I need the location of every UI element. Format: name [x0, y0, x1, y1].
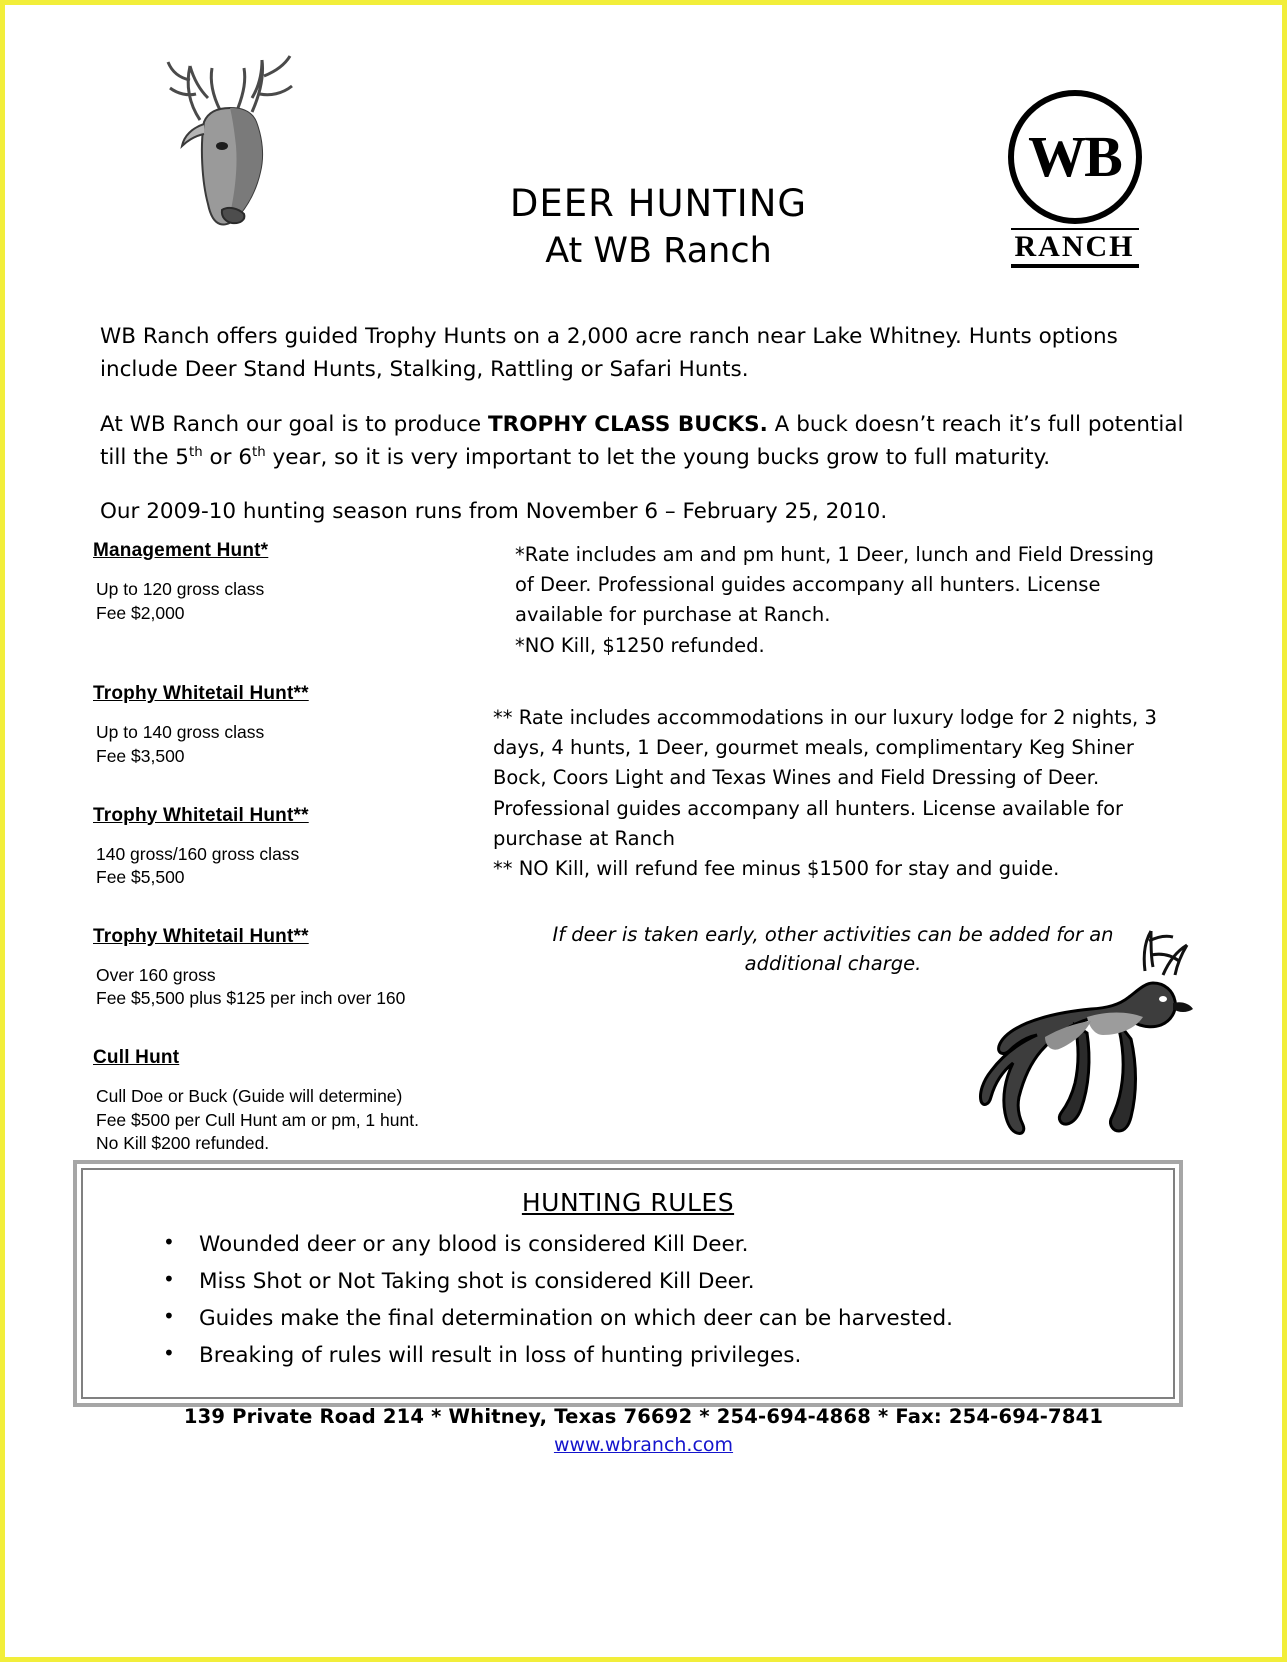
note-double-star-refund: ** NO Kill, will refund fee minus $1500 for stay and guide.	[493, 856, 1060, 880]
package-detail-fee: Fee $5,500 plus $125 per inch over 160	[96, 988, 406, 1009]
title-primary: DEER HUNTING	[509, 182, 808, 225]
package-detail-fee: Fee $5,500	[96, 867, 185, 888]
logo-circle	[1008, 90, 1142, 224]
trophy-class-bucks-emphasis: TROPHY CLASS BUCKS.	[487, 411, 768, 437]
title-secondary: At WB Ranch	[545, 230, 772, 271]
package-title: Trophy Whitetail Hunt**	[93, 683, 309, 705]
hunting-rules-list	[103, 1227, 1153, 1375]
intro-text	[100, 320, 1190, 550]
list-item: • Wounded deer or any blood is considered Kill Deer.	[163, 1227, 1153, 1264]
intro-p2-part-d: year, so it is very important to let the young bucks grow to full maturity.	[265, 444, 1051, 470]
running-deer-icon	[967, 925, 1202, 1155]
package-detail-fee: Fee $2,000	[96, 602, 185, 623]
package-detail-fee: Fee $3,500	[96, 745, 185, 766]
note-single-star-refund: *NO Kill, $1250 refunded.	[515, 633, 765, 657]
intro-paragraph-2	[100, 408, 1190, 475]
note-single-star	[493, 540, 1173, 661]
footer	[5, 1405, 1282, 1456]
package-list	[93, 540, 493, 1180]
package-detail-refund: No Kill $200 refunded.	[96, 1133, 270, 1154]
list-item: • Miss Shot or Not Taking shot is considered Kill Deer.	[163, 1264, 1153, 1301]
package-detail-fee: Fee $500 per Cull Hunt am or pm, 1 hunt.	[96, 1109, 419, 1130]
package-title: Trophy Whitetail Hunt**	[93, 925, 309, 947]
package-detail-class: 140 gross/160 gross class	[96, 843, 300, 864]
package-title: Cull Hunt	[93, 1047, 180, 1068]
package-cull-hunt	[93, 1047, 493, 1156]
package-title: Management Hunt*	[93, 540, 269, 561]
hunting-rules-heading: HUNTING RULES	[521, 1188, 735, 1217]
logo-monogram: WB	[1028, 124, 1121, 189]
flyer-content	[5, 5, 1282, 1657]
package-trophy-whitetail-160	[93, 805, 493, 890]
note-italic-addendum: If deer is taken early, other activities can be added for an additional charge.	[552, 923, 1114, 976]
ordinal-suffix-6: th	[252, 444, 266, 460]
intro-paragraph-1: WB Ranch offers guided Trophy Hunts on a 2,000 acre ranch near Lake Whitney. Hunts options include Deer Stand Hunts, Stalking, Rattling or Safari Hunts.	[100, 324, 1118, 383]
deer-head-icon	[160, 50, 335, 235]
package-trophy-whitetail-140	[93, 683, 493, 768]
hunting-rules-box	[73, 1160, 1183, 1407]
note-single-star-text: *Rate includes am and pm hunt, 1 Deer, lunch and Field Dressing of Deer. Professional guides accompany all hunters. License available for purchase at Ranch.	[515, 543, 1154, 627]
intro-p2-part-c: or 6	[202, 444, 253, 470]
wb-ranch-logo	[1002, 90, 1147, 270]
website-link[interactable]: www.wbranch.com	[553, 1434, 734, 1456]
ordinal-suffix-5: th	[188, 444, 203, 460]
note-double-star	[493, 703, 1173, 884]
package-detail-class: Over 160 gross	[96, 964, 216, 985]
package-title: Trophy Whitetail Hunt**	[93, 804, 309, 826]
package-detail-class: Up to 120 gross class	[96, 579, 265, 599]
intro-p2-part-a: At WB Ranch our goal is to produce	[100, 411, 488, 437]
intro-p2-part-b: A buck doesn’t reach it’s full potential till the 5	[100, 411, 1184, 470]
page-title	[335, 183, 982, 272]
season-dates: Our 2009-10 hunting season runs from November 6 – February 25, 2010.	[100, 499, 888, 525]
note-double-star-text: ** Rate includes accommodations in our luxury lodge for 2 nights, 3 days, 4 hunts, 1 Deer, gourmet meals, complimentary Keg Shiner Bock, Coors Light and Texas Wines and Field Dressing of Deer. Professional guides accompany all hunters. License available for purchase at Ranch	[493, 705, 1157, 850]
package-detail-class: Up to 140 gross class	[96, 722, 265, 743]
list-item: • Breaking of rules will result in loss of hunting privileges.	[163, 1338, 1153, 1375]
list-item: • Guides make the final determination on which deer can be harvested.	[163, 1301, 1153, 1338]
header	[5, 5, 1282, 305]
package-detail-type: Cull Doe or Buck (Guide will determine)	[96, 1086, 403, 1106]
contact-info: 139 Private Road 214 * Whitney, Texas 76692 * 254-694-4868 * Fax: 254-694-7841	[183, 1405, 1104, 1428]
hunting-rules-inner	[81, 1168, 1175, 1399]
package-trophy-whitetail-over-160	[93, 926, 493, 1011]
package-management-hunt	[93, 540, 493, 625]
logo-ranch-word: RANCH	[1011, 228, 1139, 268]
